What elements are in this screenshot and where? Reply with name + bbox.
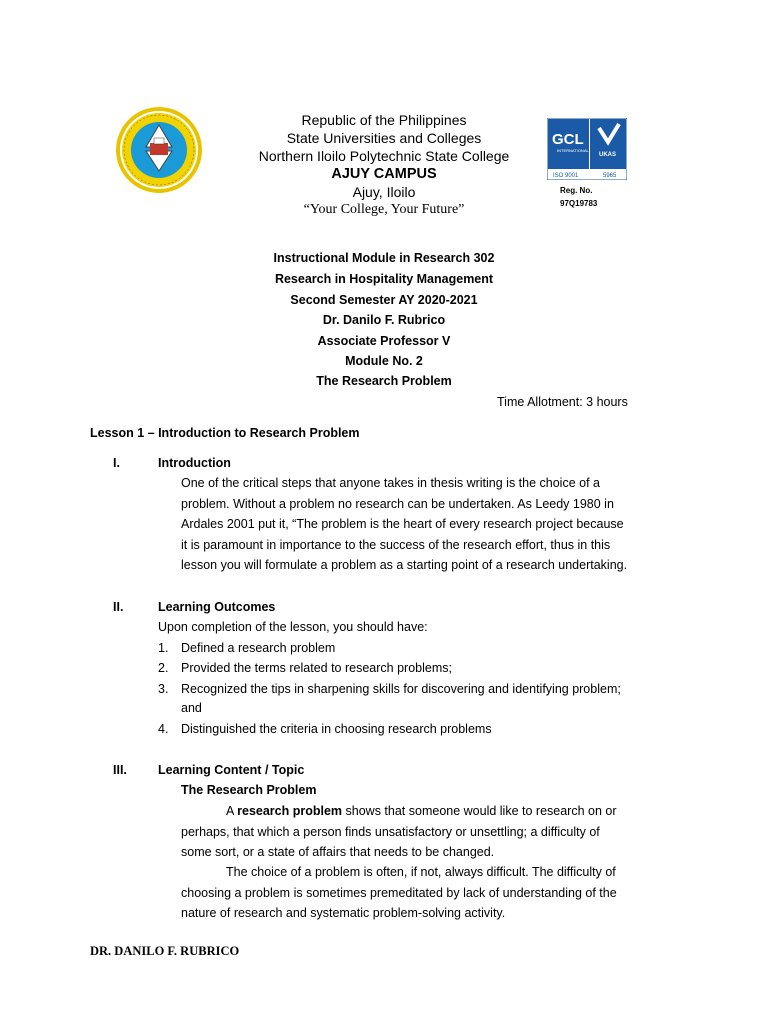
content-paragraph-1-line-3: some sort, or a state of affairs that needs to be changed. (181, 845, 495, 859)
lesson-title: Lesson 1 – Introduction to Research Problem (90, 426, 360, 440)
outcome-item: Defined a research problem (181, 641, 336, 655)
module-course: Instructional Module in Research 302 (273, 251, 495, 265)
module-semester: Second Semester AY 2020-2021 (290, 293, 478, 307)
intro-line: problem. Without a problem no research can be undertaken. As Leedy 1980 in (181, 496, 614, 511)
outcome-item-continued: and (181, 701, 202, 715)
gcl-sub-text: INTERNATIONAL (557, 148, 589, 153)
header-campus: AJUY CAMPUS (331, 166, 437, 182)
intro-line: Ardales 2001 put it, “The problem is the heart of every research project because (181, 517, 624, 532)
section-1-title: Introduction (158, 456, 231, 470)
header-suc: State Universities and Colleges (286, 130, 482, 146)
outcome-item: Distinguished the criteria in choosing research problems (181, 722, 492, 736)
section-3-number: III. (113, 763, 127, 777)
header-republic: Republic of the Philippines (301, 112, 467, 128)
module-rank: Associate Professor V (317, 334, 451, 348)
outcomes-intro: Upon completion of the lesson, you should have: (158, 620, 428, 634)
intro-paragraph (181, 473, 681, 576)
footer-author: DR. DANILO F. RUBRICO (90, 944, 240, 958)
content-paragraph-2-line-3: nature of research and systematic problem-solving activity. (181, 906, 506, 920)
content-paragraph-2-line-2: choosing a problem is sometimes premeditated by lack of understanding of the (181, 886, 617, 900)
module-topic: The Research Problem (316, 374, 452, 388)
gcl-text: GCL (552, 131, 584, 148)
outcome-number: 2. (158, 661, 169, 675)
text-run: shows that someone would like to research on or (342, 804, 617, 818)
content-paragraph-1-line-2: perhaps, that which a person finds unsatisfactory or unsettling; a difficulty of (181, 825, 600, 839)
section-2-title: Learning Outcomes (158, 600, 276, 614)
text-run: A (226, 804, 238, 818)
outcome-item: Provided the terms related to research problems; (181, 661, 452, 675)
intro-line: it is paramount in importance to the success of the research effort, thus in this (181, 537, 611, 552)
section-2-number: II. (113, 600, 124, 614)
module-subject: Research in Hospitality Management (274, 272, 494, 286)
outcome-number: 1. (158, 641, 169, 655)
intro-line: One of the critical steps that anyone takes in thesis writing is the choice of a (181, 476, 600, 490)
reg-value: 97Q19783 (560, 199, 598, 208)
outcome-number: 3. (158, 682, 169, 696)
header-college-name: Northern Iloilo Polytechnic State College (258, 148, 510, 164)
content-paragraph-1-line-1 (226, 801, 617, 822)
header-motto: “Your College, Your Future” (303, 202, 465, 217)
iso-text: ISO 9001 (553, 173, 579, 179)
header-location: Ajuy, Iloilo (352, 184, 416, 200)
time-allotment: Time Allotment: 3 hours (497, 395, 628, 409)
intro-line: lesson you will formulate a problem as a starting point of a research undertaking. (181, 558, 628, 573)
content-paragraph-2-line-1: The choice of a problem is often, if not, always difficult. The difficulty of (226, 865, 616, 879)
section-3-title: Learning Content / Topic (158, 763, 305, 777)
ukas-text: UKAS (599, 152, 617, 158)
outcome-number: 4. (158, 722, 169, 736)
module-number: Module No. 2 (345, 354, 423, 368)
section-1-number: I. (113, 456, 120, 470)
outcome-item: Recognized the tips in sharpening skills for discovering and identifying problem; (181, 682, 621, 696)
module-author: Dr. Danilo F. Rubrico (322, 313, 446, 327)
section-3-subtitle: The Research Problem (181, 783, 317, 797)
reg-label: Reg. No. (560, 186, 593, 195)
cert-number-text: 5965 (603, 173, 617, 179)
term-research-problem: research problem (237, 804, 343, 818)
